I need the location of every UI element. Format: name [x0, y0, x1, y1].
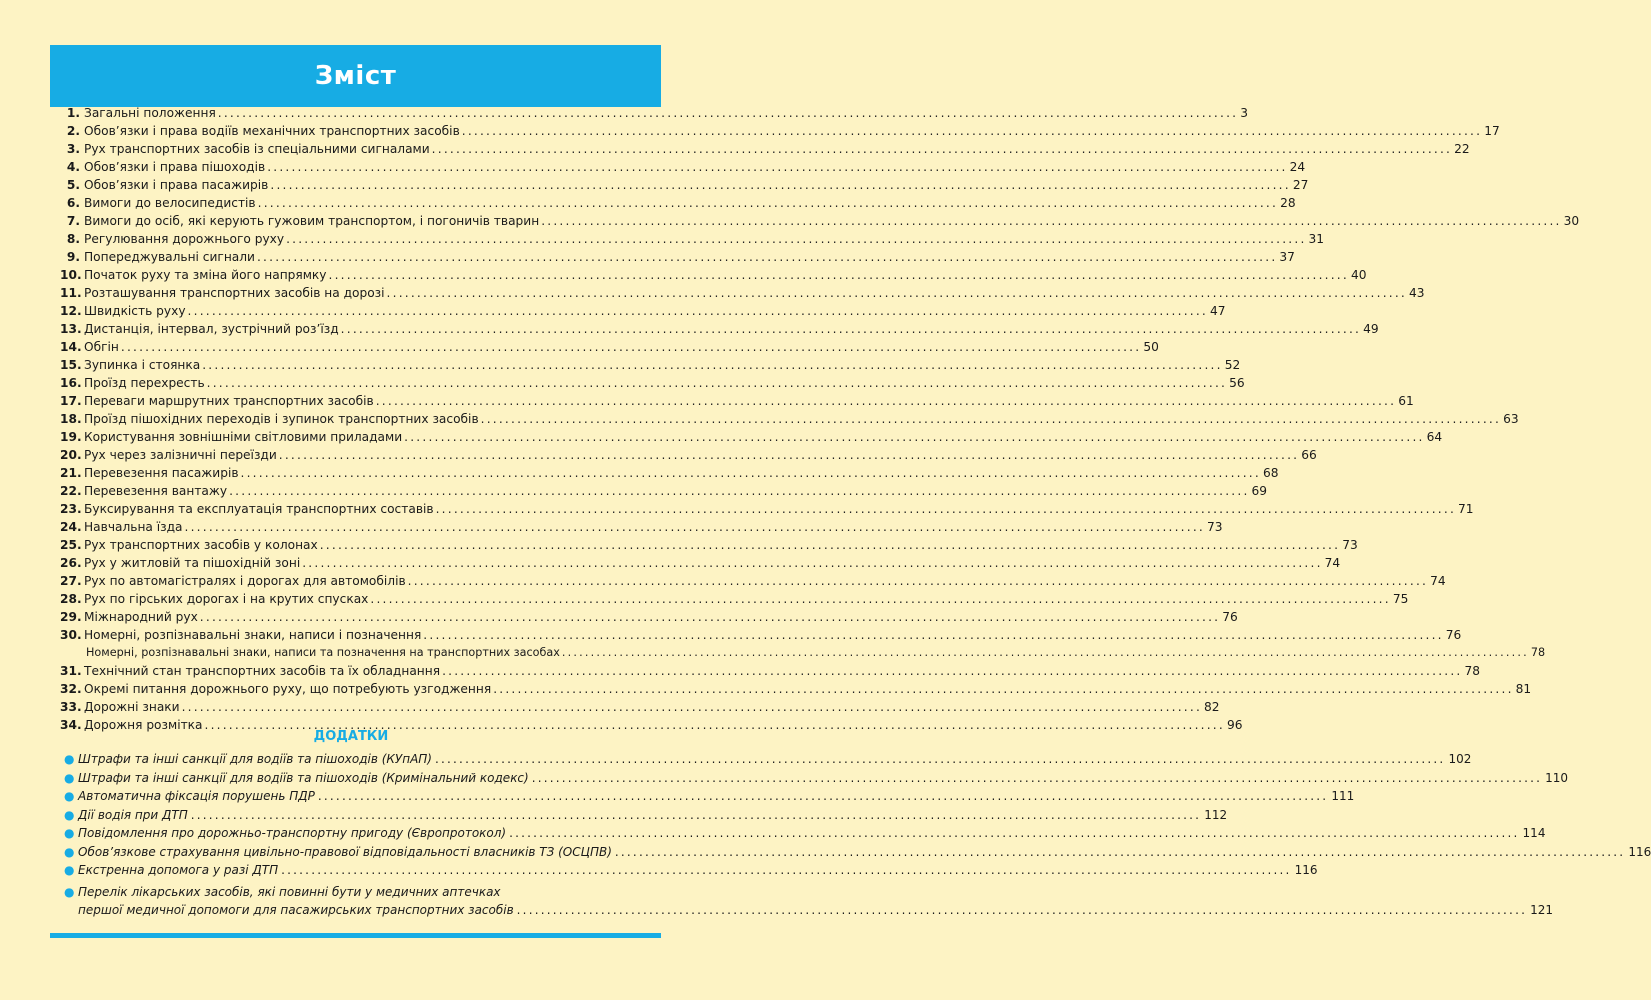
leader-dots [532, 769, 1542, 788]
leader-dots [541, 212, 1561, 230]
toc-item-page: 71 [1458, 502, 1474, 516]
toc-item[interactable] [60, 500, 1474, 518]
toc-item[interactable] [60, 554, 1341, 572]
toc-item[interactable] [60, 608, 1238, 626]
toc-item-number: 25. [60, 538, 82, 552]
toc-item-title: Початок руху та зміна його напрямку [84, 268, 327, 282]
bottom-divider [50, 933, 661, 938]
toc-item[interactable] [60, 662, 1481, 680]
toc-item-number: 28. [60, 592, 82, 606]
leader-dots [202, 356, 1222, 374]
toc-item-title: Технічний стан транспортних засобів та їх обладнання [84, 664, 441, 678]
appendix-item-title: Штрафи та інші санкції для водіїв та пішоходів (КУпАП) [78, 752, 432, 766]
appendix-item[interactable] [64, 843, 1651, 862]
leader-dots [370, 590, 1390, 608]
toc-item-title: Переваги маршрутних транспортних засобів [84, 394, 374, 408]
leader-dots [341, 320, 1361, 338]
toc-item[interactable] [60, 266, 1367, 284]
toc-item-number: 16. [60, 376, 82, 390]
toc-item-number: 31. [60, 664, 82, 678]
toc-item[interactable] [60, 392, 1414, 410]
toc-item-page: 24 [1289, 160, 1306, 174]
toc-item[interactable] [60, 464, 1279, 482]
leader-dots [615, 843, 1625, 862]
appendix-item[interactable] [64, 861, 1318, 880]
toc-item-number: 4. [66, 160, 80, 174]
toc-item-page: 76 [1445, 628, 1462, 642]
appendix-item-page: 111 [1331, 789, 1355, 803]
toc-item-page: 47 [1210, 304, 1226, 318]
toc-item-number: 34. [60, 718, 82, 732]
toc-item-title: Обов’язки і права пасажирів [84, 178, 269, 192]
leader-dots [182, 698, 1202, 716]
toc-item-title: Рух транспортних засобів із спеціальними сигналами [84, 142, 430, 156]
toc-item-title: Загальні положення [84, 106, 216, 120]
appendix-item-title: Автоматична фіксація порушень ПДР [78, 789, 315, 803]
leader-dots [258, 194, 1278, 212]
appendix-item-page: 116 [1294, 863, 1318, 877]
appendix-item-page: 110 [1545, 770, 1569, 785]
leader-dots [279, 446, 1299, 464]
toc-item-title: Окремі питання дорожнього руху, що потребують узгодження [84, 682, 492, 696]
appendix-item[interactable] [64, 824, 1546, 843]
toc-item-title: Буксирування та експлуатація транспортних составів [84, 502, 434, 516]
toc-item-page: 3 [1240, 106, 1248, 120]
toc-item-title: Рух транспортних засобів у колонах [84, 538, 318, 552]
leader-dots [318, 787, 1328, 806]
leader-dots [207, 374, 1227, 392]
appendix-item-title: Дії водія при ДТП [78, 807, 188, 822]
toc-item-number: 12. [60, 304, 82, 318]
leader-dots [436, 500, 1456, 518]
leader-dots [509, 824, 1519, 843]
leader-dots [562, 644, 1529, 662]
toc-item[interactable] [60, 320, 1379, 338]
toc-item-title: Перевезення вантажу [84, 484, 228, 498]
leader-dots [404, 428, 1424, 446]
toc-item-page: 74 [1324, 556, 1341, 570]
toc-item-page: 76 [1222, 610, 1238, 624]
leader-dots [286, 230, 1306, 248]
appendix-item-page: 114 [1522, 826, 1546, 840]
toc-item-page: 31 [1308, 232, 1325, 246]
leader-dots [191, 806, 1201, 825]
leader-dots [200, 608, 1220, 626]
toc-item-title: Номерні, розпізнавальні знаки, написи і позначення [84, 628, 422, 642]
toc-item[interactable] [60, 572, 1446, 590]
toc-item-page: 27 [1292, 178, 1309, 192]
toc-item[interactable] [60, 212, 1580, 230]
leader-dots [481, 410, 1501, 428]
toc-item-number: 19. [60, 430, 82, 444]
leader-dots [423, 626, 1443, 644]
toc-item-page: 22 [1454, 142, 1470, 156]
appendix-item[interactable] [64, 769, 1569, 788]
toc-item-title: Проїзд перехресть [84, 376, 205, 390]
leader-dots [442, 662, 1462, 680]
toc-item[interactable] [60, 680, 1532, 698]
appendix-item-page: 121 [1530, 903, 1554, 917]
toc-item-number: 24. [60, 520, 82, 534]
toc-item-number: 21. [60, 466, 82, 480]
toc-item-title: Проїзд пішохідних переходів і зупинок транспортних засобів [84, 412, 479, 426]
leader-dots [121, 338, 1141, 356]
appendix-item-title-line2: першої медичної допомоги для пасажирських транспортних засобів [78, 903, 514, 917]
toc-item[interactable] [60, 374, 1245, 392]
leader-dots [387, 284, 1407, 302]
toc-item-page: 43 [1409, 286, 1425, 300]
bullet-icon: ● [64, 863, 75, 877]
toc-item[interactable] [60, 158, 1306, 176]
toc-item-title: Дистанція, інтервал, зустрічний роз’їзд [84, 322, 339, 336]
bullet-icon: ● [64, 807, 75, 822]
toc-item-number: 17. [60, 394, 82, 408]
appendix-item-title: Екстренна допомога у разі ДТП [78, 863, 279, 877]
toc-item[interactable] [60, 356, 1241, 374]
toc-item-number: 14. [60, 340, 82, 354]
toc-item[interactable] [60, 698, 1220, 716]
appendix-item-page: 102 [1448, 752, 1472, 766]
appendix-item[interactable] [64, 787, 1355, 806]
toc-item-title: Обгін [84, 340, 119, 354]
toc-item-title: Регулювання дорожнього руху [84, 232, 285, 246]
toc-item[interactable] [60, 338, 1159, 356]
toc-item-number: 9. [66, 250, 80, 264]
toc-item[interactable] [60, 644, 1546, 662]
toc-item-title: Попереджувальні сигнали [84, 250, 255, 264]
appendix-item-page: 116 [1628, 844, 1651, 859]
leader-dots [493, 680, 1513, 698]
toc-item[interactable] [60, 140, 1470, 158]
leader-dots [188, 302, 1208, 320]
leader-dots [257, 248, 1277, 266]
toc-item-number: 11. [60, 286, 82, 300]
toc-item-number: 32. [60, 682, 82, 696]
toc-item-number: 15. [60, 358, 82, 372]
toc-item[interactable] [60, 104, 1248, 122]
toc-item-page: 78 [1464, 664, 1481, 678]
toc-item-page: 37 [1279, 250, 1295, 264]
toc-item-number: 20. [60, 448, 82, 462]
toc-item-title: Обов’язки і права пішоходів [84, 160, 266, 174]
toc-item[interactable] [60, 122, 1500, 140]
toc-item-number: 13. [60, 322, 82, 336]
toc-item-number: 3. [66, 142, 80, 156]
leader-dots [229, 482, 1249, 500]
toc-item-page: 61 [1398, 394, 1414, 408]
toc-item[interactable] [60, 626, 1462, 644]
toc-item-page: 52 [1224, 358, 1241, 372]
toc-item[interactable] [60, 176, 1309, 194]
toc-item-page: 17 [1484, 124, 1500, 138]
toc-item-number: 10. [60, 268, 82, 282]
toc-item-number: 1. [66, 106, 80, 120]
toc-item-title: Вимоги до велосипедистів [84, 196, 256, 210]
toc-item[interactable] [60, 194, 1296, 212]
appendix-item-title: Штрафи та інші санкції для водіїв та пішоходів (Кримінальний кодекс) [78, 770, 529, 785]
toc-item-page: 73 [1342, 538, 1358, 552]
appendix-item-title: Повідомлення про дорожньо-транспортну пригоду (Європротокол) [78, 826, 507, 840]
toc-item[interactable] [60, 518, 1223, 536]
toc-item-page: 66 [1301, 448, 1317, 462]
toc-item-number: 33. [60, 700, 82, 714]
toc-item-title: Зупинка і стоянка [84, 358, 201, 372]
toc-item-page: 74 [1430, 574, 1446, 588]
toc-item[interactable] [60, 302, 1226, 320]
toc-item-title: Рух у житловій та пішохідній зоні [84, 556, 301, 570]
toc-item[interactable] [60, 482, 1268, 500]
leader-dots [281, 861, 1291, 880]
toc-item-page: 30 [1563, 214, 1580, 228]
page-title: Зміст [314, 61, 397, 91]
toc-item-title: Користування зовнішніми світловими приладами [84, 430, 403, 444]
toc-item[interactable] [60, 536, 1358, 554]
toc-item-page: 73 [1206, 520, 1223, 534]
appendix-item-title: Обов’язкове страхування цивільно-правової відповідальності власників ТЗ (ОСЦПВ) [78, 844, 612, 859]
toc-item[interactable] [60, 428, 1443, 446]
toc-item[interactable] [60, 590, 1409, 608]
toc-item-number: 7. [66, 214, 80, 228]
toc-item-page: 28 [1280, 196, 1296, 210]
bullet-icon: ● [64, 770, 75, 785]
appendix-item-page: 112 [1204, 807, 1228, 822]
toc-item-page: 78 [1530, 646, 1546, 659]
toc-item-title: Дорожня розмітка [84, 718, 203, 732]
toc-item-page: 56 [1229, 376, 1245, 390]
bullet-icon: ● [64, 884, 75, 899]
toc-item-number: 6. [66, 196, 80, 210]
toc-item-number: 8. [66, 232, 80, 246]
toc-item-title: Обов’язки і права водіїв механічних транспортних засобів [84, 124, 460, 138]
leader-dots [320, 536, 1340, 554]
toc-item-title: Рух через залізничні переїзди [84, 448, 277, 462]
table-of-contents [60, 104, 1580, 734]
appendix-item-title-line1: Перелік лікарських засобів, які повинні бути у медичних аптечках [78, 884, 501, 899]
page-header [50, 45, 661, 107]
toc-item-number: 2. [66, 124, 80, 138]
appendix-title: ДОДАТКИ [313, 729, 389, 744]
toc-item-page: 40 [1350, 268, 1367, 282]
leader-dots [432, 140, 1452, 158]
toc-item-page: 96 [1226, 718, 1243, 732]
toc-item-number: 29. [60, 610, 82, 624]
toc-item-number: 22. [60, 484, 82, 498]
toc-item-title: Швидкість руху [84, 304, 186, 318]
toc-item-number: 23. [60, 502, 82, 516]
toc-item-number: 5. [66, 178, 80, 192]
toc-item-number: 18. [60, 412, 82, 426]
toc-item-title: Рух по автомагістралях і дорогах для автомобілів [84, 574, 406, 588]
toc-item-page: 81 [1515, 682, 1532, 696]
toc-item-title: Вимоги до осіб, які керують гужовим транспортом, і погоничів тварин [84, 214, 540, 228]
leader-dots [517, 901, 1527, 920]
toc-item-number: 26. [60, 556, 82, 570]
appendix-list [64, 750, 1651, 920]
leader-dots [462, 122, 1482, 140]
toc-item-title: Рух по гірських дорогах і на крутих спусках [84, 592, 369, 606]
appendix-item[interactable] [64, 806, 1228, 825]
toc-item-title: Номерні, розпізнавальні знаки, написи та позначення на транспортних засобах [86, 646, 560, 659]
toc-item[interactable] [60, 446, 1317, 464]
leader-dots [241, 464, 1261, 482]
toc-item[interactable] [60, 248, 1295, 266]
bullet-icon: ● [64, 844, 75, 859]
toc-item-page: 50 [1143, 340, 1159, 354]
leader-dots [185, 518, 1205, 536]
toc-item[interactable] [60, 410, 1519, 428]
toc-item-page: 63 [1503, 412, 1519, 426]
toc-item[interactable] [60, 230, 1325, 248]
appendix-item-first-aid-kit[interactable] [64, 883, 1554, 920]
toc-item-number: 27. [60, 574, 82, 588]
toc-item-title: Розташування транспортних засобів на дорозі [84, 286, 385, 300]
bullet-icon: ● [64, 789, 75, 803]
toc-item-page: 49 [1363, 322, 1379, 336]
toc-item-number: 30. [60, 628, 82, 642]
toc-item-title: Перевезення пасажирів [84, 466, 239, 480]
toc-item-page: 69 [1251, 484, 1268, 498]
leader-dots [267, 158, 1287, 176]
leader-dots [408, 572, 1428, 590]
toc-item-page: 64 [1426, 430, 1443, 444]
toc-item-title: Дорожні знаки [84, 700, 180, 714]
toc-item[interactable] [60, 284, 1425, 302]
toc-item-page: 75 [1392, 592, 1409, 606]
bullet-icon: ● [64, 752, 75, 766]
appendix-item[interactable] [64, 750, 1472, 769]
leader-dots [376, 392, 1396, 410]
leader-dots [302, 554, 1322, 572]
toc-item-page: 82 [1204, 700, 1220, 714]
leader-dots [218, 104, 1238, 122]
toc-item-title: Навчальна їзда [84, 520, 183, 534]
toc-item-page: 68 [1262, 466, 1279, 480]
leader-dots [329, 266, 1349, 284]
leader-dots [435, 750, 1445, 769]
bullet-icon: ● [64, 826, 75, 840]
toc-item-title: Міжнародний рух [84, 610, 198, 624]
leader-dots [270, 176, 1290, 194]
